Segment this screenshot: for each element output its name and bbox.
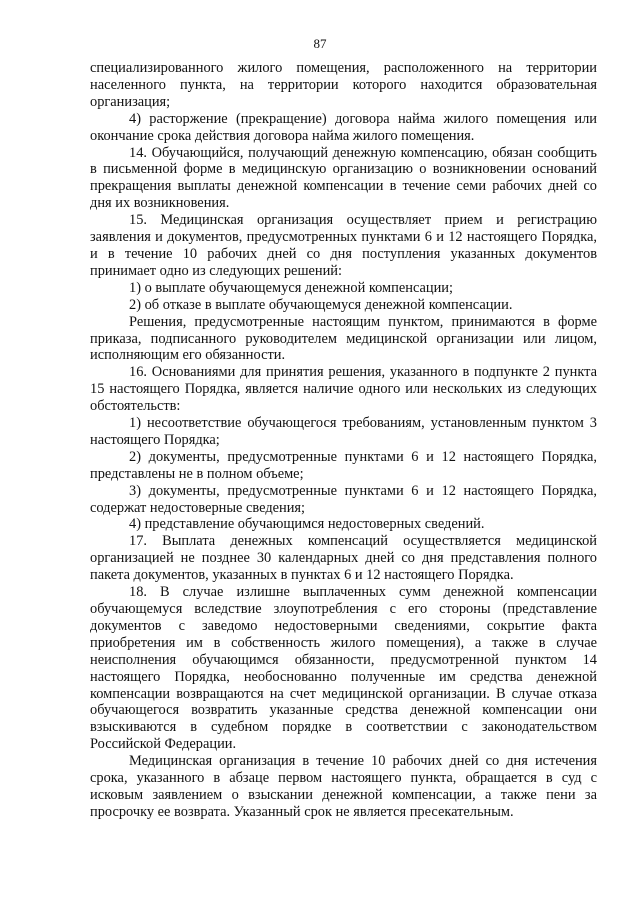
paragraph-clause-18-second: Медицинская организация в течение 10 рабочих дней со дня истечения срока, указанного в абзаце первом настоящего пункта, обращается в суд с исковым заявлением о взыскании денежной компенсации, а также пени за просрочку ее возврата. Указанный срок не является пресекательным. <box>90 753 597 820</box>
paragraph-continuation: специализированного жилого помещения, расположенного на территории населенного пункта, на территории которого находится образовательная организация; <box>90 60 597 110</box>
paragraph-ground-4: 4) представление обучающимся недостоверных сведений. <box>129 516 485 533</box>
paragraph-clause-14: 14. Обучающийся, получающий денежную компенсацию, обязан сообщить в письменной форме в медицинскую организацию о возникновении оснований прекращения выплаты денежной компенсации в течение семи рабочих дней со дня их возникновения. <box>90 144 597 212</box>
paragraph-item-4: 4) расторжение (прекращение) договора найма жилого помещения или окончание срока действия договора найма жилого помещения. <box>90 110 597 144</box>
paragraph-ground-2: 2) документы, предусмотренные пунктами 6 и 12 настоящего Порядка, представлены не в полном объеме; <box>90 448 597 482</box>
paragraph-decisions-form: Решения, предусмотренные настоящим пунктом, принимаются в форме приказа, подписанного руководителем медицинской организации или лицом, исполняющим его обязанности. <box>90 313 597 364</box>
paragraph-clause-16: 16. Основаниями для принятия решения, указанного в подпункте 2 пункта 15 настоящего Порядка, является наличие одного или нескольких из следующих обстоятельств: <box>90 364 597 415</box>
paragraph-clause-18: 18. В случае излишне выплаченных сумм денежной компенсации обучающемуся вследствие злоупотребления с его стороны (представление документов с заведомо недостоверными сведениями, сокрытие факта приобретения им в собственность жилого помещения), а также в случае неисполнения обучающимся обязанности, предусмотренной пунктом 14 настоящего Порядка, необоснованно полученные им средства денежной компенсации возвращаются на счет медицинской организации. В случае отказа обучающегося возвратить указанные средства денежной компенсации они взыскиваются в судебном порядке в соответствии с законодательством Российской Федерации. <box>90 584 597 753</box>
paragraph-decision-1: 1) о выплате обучающемуся денежной компенсации; <box>129 279 453 296</box>
paragraph-ground-3: 3) документы, предусмотренные пунктами 6 и 12 настоящего Порядка, содержат недостоверные сведения; <box>90 482 597 516</box>
paragraph-ground-1: 1) несоответствие обучающегося требованиям, установленным пунктом 3 настоящего Порядка; <box>90 415 597 448</box>
paragraph-decision-2: 2) об отказе в выплате обучающемуся денежной компенсации. <box>129 296 513 313</box>
document-body <box>90 60 597 821</box>
paragraph-clause-17: 17. Выплата денежных компенсаций осуществляется медицинской организацией не позднее 30 календарных дней со дня представления полного пакета документов, указанных в пунктах 6 и 12 настоящего Порядка. <box>90 533 597 584</box>
paragraph-clause-15: 15. Медицинская организация осуществляет прием и регистрацию заявления и документов, предусмотренных пунктами 6 и 12 настоящего Порядка, и в течение 10 рабочих дней со дня поступления указанных документов принимает одно из следующих решений: <box>90 212 597 279</box>
page-number: 87 <box>313 36 327 51</box>
